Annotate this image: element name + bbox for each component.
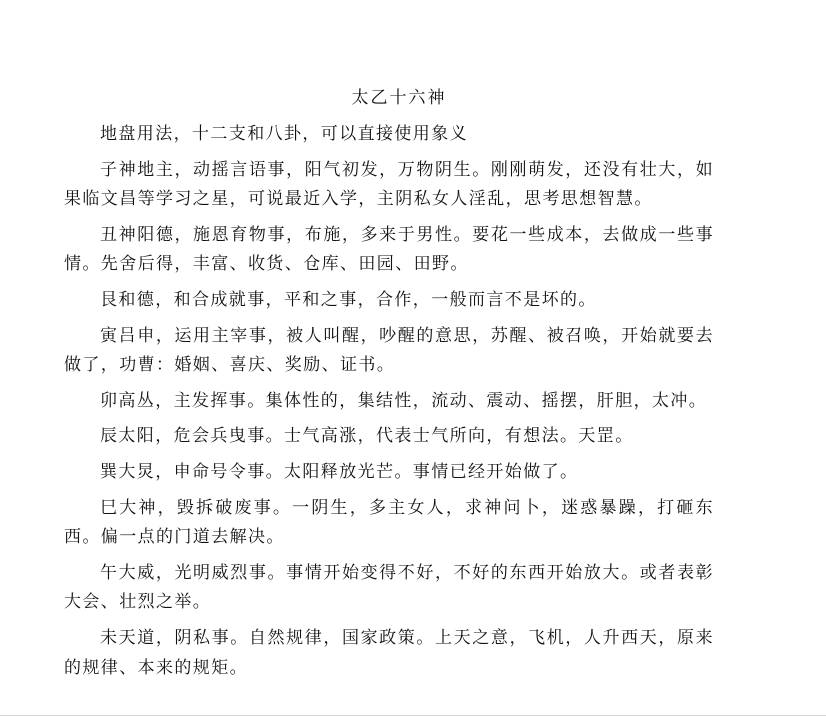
paragraph-chen: 辰太阳，危会兵曳事。士气高涨，代表士气所向，有想法。天罡。 <box>100 426 634 447</box>
document-title: 太乙十六神 <box>351 88 447 108</box>
paragraph-chou: 丑神阳德，施恩育物事，布施，多来于男性。要花一些成本，去做成一些事情。先舍后得，丰富、收货、仓库、田园、田野。 <box>64 224 714 275</box>
paragraph-mao: 卯高丛，主发挥事。集体性的，集结性，流动、震动、摇摆，肝胆，太冲。 <box>100 390 708 411</box>
paragraph-yin: 寅吕申，运用主宰事，被人叫醒，吵醒的意思，苏醒、被召唤，开始就要去做了，功曹：婚姻、喜庆、奖励、证书。 <box>64 325 714 376</box>
paragraph-si: 巳大神，毁拆破废事。一阴生，多主女人，求神问卜，迷惑暴躁，打砸东西。偏一点的门道去解决。 <box>64 497 714 548</box>
paragraph-intro: 地盘用法，十二支和八卦，可以直接使用象义 <box>100 124 468 144</box>
paragraph-wu: 午大威，光明威烈事。事情开始变得不好，不好的东西开始放大。或者表彰大会、壮烈之举。 <box>64 562 714 613</box>
paragraph-gen: 艮和德，和合成就事，平和之事，合作，一般而言不是坏的。 <box>100 289 597 310</box>
paragraph-zi: 子神地主，动摇言语事，阳气初发，万物阴生。刚刚萌发，还没有壮大，如果临文昌等学习之星，可说最近入学，主阴私女人淫乱，思考思想智慧。 <box>64 159 714 210</box>
document-body <box>64 120 714 689</box>
paragraph-wei: 未天道，阴私事。自然规律，国家政策。上天之意，飞机，人升西天，原来的规律、本来的规矩。 <box>64 627 714 678</box>
paragraph-xun: 巽大炅，申命号令事。太阳释放光芒。事情已经开始做了。 <box>100 461 579 482</box>
